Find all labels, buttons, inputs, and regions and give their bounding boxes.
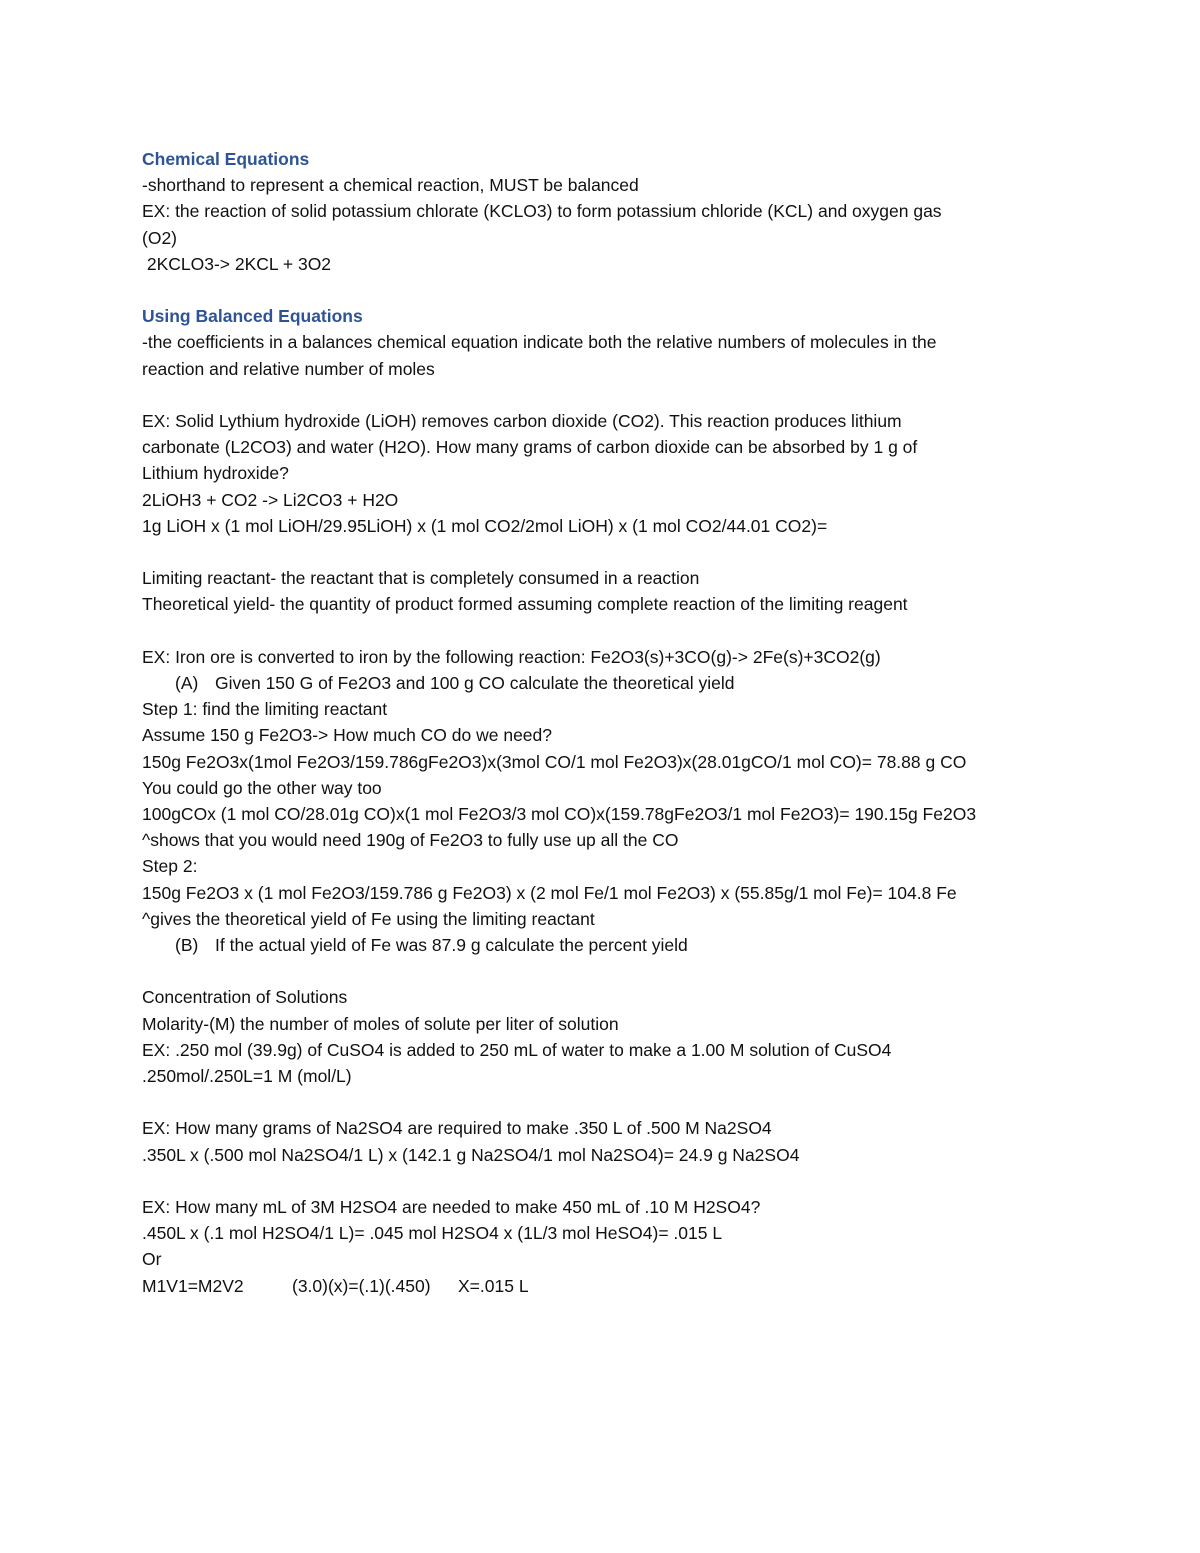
spacer: [142, 958, 1062, 984]
list-item-text: If the actual yield of Fe was 87.9 g calculate the percent yield: [215, 935, 688, 956]
text-line: ^shows that you would need 190g of Fe2O3 to fully use up all the CO: [142, 830, 679, 851]
section-heading-chemical-equations: Chemical Equations: [142, 149, 310, 169]
equation-middle: (3.0)(x)=(.1)(.450): [292, 1275, 431, 1296]
calculation-line: .250mol/.250L=1 M (mol/L): [142, 1066, 352, 1087]
document-page: [142, 146, 1062, 1299]
list-item-text: Given 150 G of Fe2O3 and 100 g CO calculate the theoretical yield: [215, 673, 735, 693]
calculation-line: 150g Fe2O3 x (1 mol Fe2O3/159.786 g Fe2O3) x (2 mol Fe/1 mol Fe2O3) x (55.85g/1 mol Fe)= 104.8 Fe: [142, 882, 957, 903]
text-line: You could go the other way too: [142, 777, 382, 798]
spacer: [142, 618, 1062, 644]
text-line: EX: How many grams of Na2SO4 are required to make .350 L of .500 M Na2SO4: [142, 1118, 772, 1139]
list-item-a: [142, 670, 1062, 696]
list-marker: (B): [175, 935, 199, 956]
spacer: [142, 539, 1062, 565]
equation-line: 2KCLO3-> 2KCL + 3O2: [142, 253, 332, 274]
calculation-line: 100gCOx (1 mol CO/28.01g CO)x(1 mol Fe2O3/3 mol CO)x(159.78gFe2O3/1 mol Fe2O3)= 190.15g Fe2O3: [142, 804, 977, 825]
calculation-line: 150g Fe2O3x(1mol Fe2O3/159.786gFe2O3)x(3mol CO/1 mol Fe2O3)x(28.01gCO/1 mol CO)= 78.88 g CO: [142, 751, 967, 772]
spacer: [142, 382, 1062, 408]
text-line: Step 2:: [142, 856, 198, 877]
section-heading-using-balanced-equations: Using Balanced Equations: [142, 306, 363, 327]
spacer: [142, 1089, 1062, 1115]
calculation-line: 1g LiOH x (1 mol LiOH/29.95LiOH) x (1 mol CO2/2mol LiOH) x (1 mol CO2/44.01 CO2)=: [142, 515, 828, 536]
text-line: Or: [142, 1249, 162, 1270]
calculation-line: .450L x (.1 mol H2SO4/1 L)= .045 mol H2SO4 x (1L/3 mol HeSO4)= .015 L: [142, 1223, 723, 1244]
calculation-line: .350L x (.500 mol Na2SO4/1 L) x (142.1 g Na2SO4/1 mol Na2SO4)= 24.9 g Na2SO4: [142, 1144, 800, 1165]
spacer: [142, 1168, 1062, 1194]
text-line: EX: the reaction of solid potassium chlorate (KCLO3) to form potassium chloride (KCL) and oxygen gas: [142, 201, 942, 222]
list-item-b: [142, 932, 1062, 958]
text-line: (O2): [142, 227, 177, 248]
definition-theoretical-yield: Theoretical yield- the quantity of product formed assuming complete reaction of the limiting reagent: [142, 594, 908, 615]
equation-left: M1V1=M2V2: [142, 1275, 244, 1296]
text-line: Assume 150 g Fe2O3-> How much CO do we need?: [142, 725, 553, 746]
equation-line: 2LiOH3 + CO2 -> Li2CO3 + H2O: [142, 489, 399, 510]
text-line: -the coefficients in a balances chemical equation indicate both the relative numbers of molecules in the: [142, 332, 937, 353]
section-title-concentration: Concentration of Solutions: [142, 987, 348, 1008]
list-marker: (A): [175, 673, 199, 693]
text-line: Step 1: find the limiting reactant: [142, 699, 388, 720]
spacer: [142, 277, 1062, 303]
text-line: -shorthand to represent a chemical reaction, MUST be balanced: [142, 175, 639, 196]
dilution-equation: [142, 1273, 1062, 1299]
text-line: carbonate (L2CO3) and water (H2O). How many grams of carbon dioxide can be absorbed by 1 g of: [142, 437, 918, 458]
text-line: EX: .250 mol (39.9g) of CuSO4 is added to 250 mL of water to make a 1.00 M solution of CuSO4: [142, 1039, 892, 1060]
text-line: ^gives the theoretical yield of Fe using the limiting reactant: [142, 908, 595, 929]
definition-limiting-reactant: Limiting reactant- the reactant that is completely consumed in a reaction: [142, 568, 700, 589]
equation-right: X=.015 L: [458, 1275, 529, 1296]
definition-molarity: Molarity-(M) the number of moles of solute per liter of solution: [142, 1013, 619, 1034]
text-line: EX: Iron ore is converted to iron by the following reaction: Fe2O3(s)+3CO(g)-> 2Fe(s)+3CO2(g): [142, 646, 881, 667]
text-line: Lithium hydroxide?: [142, 463, 289, 484]
text-line: EX: How many mL of 3M H2SO4 are needed to make 450 mL of .10 M H2SO4?: [142, 1197, 761, 1218]
text-line: reaction and relative number of moles: [142, 358, 435, 379]
text-line: EX: Solid Lythium hydroxide (LiOH) removes carbon dioxide (CO2). This reaction produces lithium: [142, 411, 902, 431]
